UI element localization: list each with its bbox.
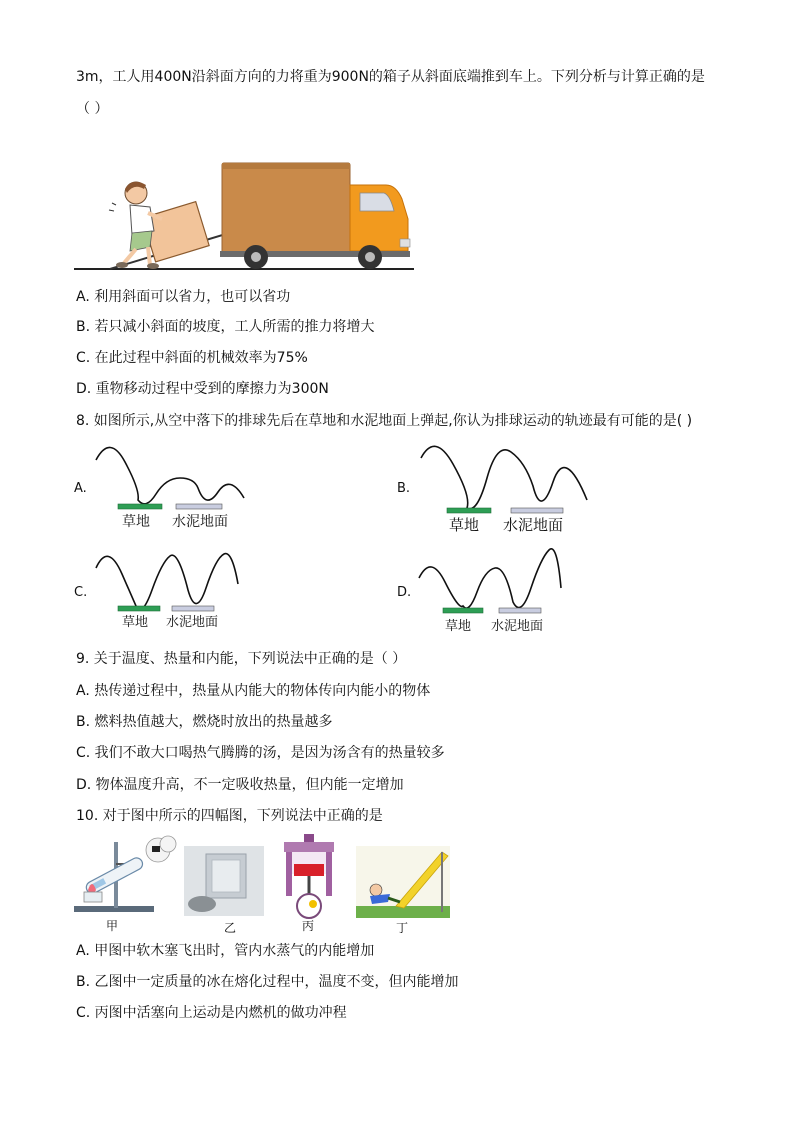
q10-label-ding: 丁 xyxy=(396,921,409,935)
ball-trajectory-d xyxy=(419,549,561,608)
q10-figure-ding xyxy=(356,846,452,936)
q10-label-jia: 甲 xyxy=(106,919,119,933)
q8-stem: 8. 如图所示,从空中落下的排球先后在草地和水泥地面上弹起,你认为排球运动的轨迹最有可能的是( ) xyxy=(76,413,693,429)
q8-figure-c-letter: C. xyxy=(74,585,88,600)
q7-option-c: C. 在此过程中斜面的机械效率为75% xyxy=(76,350,308,366)
q10-option-b: B. 乙图中一定质量的冰在熔化过程中，温度不变，但内能增加 xyxy=(76,974,459,990)
q8-figure-a-letter: A. xyxy=(74,481,87,496)
grass-pad-a xyxy=(118,504,162,509)
ball-trajectory-a xyxy=(96,447,244,503)
q8-figure-d xyxy=(395,548,570,638)
grass-label-b: 草地 xyxy=(449,516,480,534)
q9-option-a: A. 热传递过程中，热量从内能大的物体传向内能小的物体 xyxy=(76,683,431,699)
q9-option-c: C. 我们不敢大口喝热气腾腾的汤，是因为汤含有的热量较多 xyxy=(76,745,445,761)
q7-stem-line-2: （ ） xyxy=(76,101,109,117)
q8-figure-a xyxy=(70,438,255,536)
cement-pad-c xyxy=(172,606,214,611)
q10-label-bing: 丙 xyxy=(302,919,315,933)
grass-label-c: 草地 xyxy=(122,615,149,630)
q10-option-c: C. 丙图中活塞向上运动是内燃机的做功冲程 xyxy=(76,1005,347,1021)
q10-figure-bing xyxy=(276,834,344,934)
q9-option-b: B. 燃料热值越大，燃烧时放出的热量越多 xyxy=(76,714,333,730)
cement-label-c: 水泥地面 xyxy=(166,615,219,630)
truck-cargo xyxy=(222,163,350,253)
q8-figure-b xyxy=(395,438,595,536)
ball-trajectory-b xyxy=(421,446,587,509)
q10-label-yi: 乙 xyxy=(224,921,237,935)
q7-option-b: B. 若只减小斜面的坡度，工人所需的推力将增大 xyxy=(76,319,375,335)
cement-pad-a xyxy=(176,504,222,509)
grass-label-d: 草地 xyxy=(445,619,472,634)
grass-pad-b xyxy=(447,508,491,513)
q9-option-d: D. 物体温度升高，不一定吸收热量，但内能一定增加 xyxy=(76,777,404,793)
q9-stem: 9. 关于温度、热量和内能，下列说法中正确的是（ ） xyxy=(76,651,407,667)
q8-figure-c xyxy=(70,548,255,632)
q7-incline-truck-figure xyxy=(70,155,420,275)
q10-option-a: A. 甲图中软木塞飞出时，管内水蒸气的内能增加 xyxy=(76,943,375,959)
grass-label-a: 草地 xyxy=(122,514,150,530)
q10-stem: 10. 对于图中所示的四幅图，下列说法中正确的是 xyxy=(76,808,383,824)
q10-figure-yi xyxy=(184,846,266,936)
ball-trajectory-c xyxy=(96,554,238,610)
q8-figure-b-letter: B. xyxy=(397,481,411,496)
grass-pad-c xyxy=(118,606,160,611)
cement-pad-b xyxy=(511,508,563,513)
q7-option-d: D. 重物移动过程中受到的摩擦力为300N xyxy=(76,381,329,397)
cement-label-a: 水泥地面 xyxy=(172,514,228,530)
q10-figure-jia xyxy=(70,834,180,934)
grass-pad-d xyxy=(443,608,483,613)
q7-option-a: A. 利用斜面可以省力，也可以省功 xyxy=(76,289,291,305)
cement-pad-d xyxy=(499,608,541,613)
q7-stem-line-1: 3m，工人用400N沿斜面方向的力将重为900N的箱子从斜面底端推到车上。下列分析与计算正确的是 xyxy=(76,69,705,85)
q8-figure-d-letter: D. xyxy=(397,585,412,600)
cement-label-b: 水泥地面 xyxy=(503,516,564,534)
cement-label-d: 水泥地面 xyxy=(491,619,544,634)
